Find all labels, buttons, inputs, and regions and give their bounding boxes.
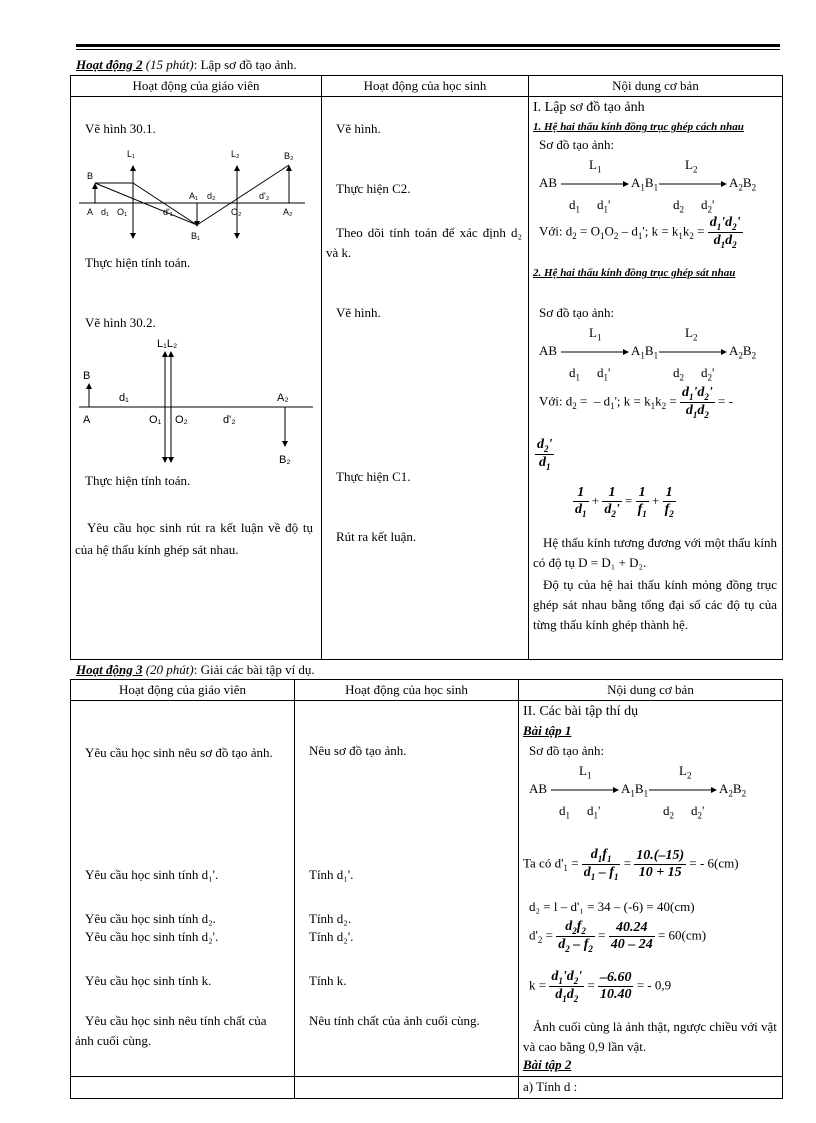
student-follow: Theo dõi tính toán để xác định d₂ và k. (326, 225, 522, 260)
content-cell (529, 97, 783, 660)
student-item: Nêu tính chất của ảnh cuối cùng. (309, 1013, 480, 1028)
col-header-content: Nội dung cơ bản (529, 76, 783, 97)
svg-text:d'₂: d'₂ (259, 191, 270, 201)
svg-text:d₂: d₂ (207, 191, 216, 201)
content-final: Ảnh cuối cùng là ảnh thật, ngược chiều với vật và cao bằng 0,9 lần vật. (523, 1019, 777, 1054)
svg-text:L₂: L₂ (231, 149, 240, 159)
content-formula1: Với: $d_2 = O_1O_2 - d_1'$; $k = k_1k_2$ = $\frac{d_1'd_2'}{d_1d_2}$ (539, 215, 741, 250)
top-rule-thin (76, 49, 780, 50)
student-item: Tính d₂'. (309, 929, 354, 944)
teacher-draw2: Vẽ hình 30.2. (85, 315, 156, 330)
content-heading: I. Lập sơ đồ tạo ảnh (533, 100, 645, 115)
diagram-1: $L_1$ $L_2$ AB $A_1B_1$ $A_2B_2$ $d_1$ $d_1'$ $d_2$ $d_2'$ (539, 157, 757, 215)
diagram-2: $L_1$ $L_2$ AB $A_1B_1$ $A_2B_2$ $d_1$ $d_1'$ $d_2$ $d_2'$ (539, 325, 757, 383)
teacher-ask: Yêu cầu học sinh rút ra kết luận về độ tụ của hệ thấu kính ghép sát nhau. (75, 520, 313, 557)
svg-text:B₁: B₁ (191, 231, 201, 241)
student-cell (295, 1077, 519, 1099)
svg-text:O₁: O₁ (149, 414, 162, 426)
svg-text:B₂: B₂ (284, 151, 294, 161)
svg-text:d'₂: d'₂ (223, 414, 236, 426)
teacher-item: Yêu cầu học sinh nêu sơ đồ tạo ảnh. (85, 745, 273, 760)
svg-text:L₁: L₁ (127, 149, 136, 159)
content-focus: Độ tụ của hệ hai thấu kính mỏng đồng trục ghép sát nhau bằng tổng đại số các độ tụ của từng thấu kính ghép thành hệ. (533, 577, 777, 632)
svg-text:B₂: B₂ (279, 454, 291, 466)
svg-text:A₂: A₂ (277, 392, 289, 404)
figure-30-2 (77, 333, 317, 473)
svg-text:d'₁: d'₁ (163, 207, 173, 217)
content-sodo2: Sơ đồ tạo ảnh: (539, 305, 615, 320)
formula-d2: d₂ = l – d'₁ = 34 – (-6) = 40(cm) (529, 899, 695, 914)
teacher-calc1: Thực hiện tính toán. (85, 255, 191, 270)
col-header-teacher: Hoạt động của giáo viên (71, 680, 295, 701)
exercise1-title: Bài tập 1 (523, 723, 572, 738)
student-cell (322, 97, 529, 660)
fig1-label-B: B (87, 171, 94, 181)
formula-k: k = $\frac{d_1'd_2'}{d_1d_2}$ = $\frac{-6.60}{10.40}$ = - 0,9 (529, 969, 672, 1004)
teacher-item: Yêu cầu học sinh tính d₂'. (85, 929, 219, 944)
svg-text:A: A (87, 207, 94, 217)
student-conclude: Rút ra kết luận. (336, 529, 417, 544)
teacher-draw1: Vẽ hình 30.1. (85, 121, 156, 136)
figure-30-1 (77, 137, 307, 242)
student-draw1: Vẽ hình. (336, 121, 381, 136)
content-lens-formula: $\frac{1}{d_1}$ + $\frac{1}{d_2'}$ = $\frac{1}{f_1}$ + $\frac{1}{f_2}$ (575, 485, 674, 519)
content-formula2b: $\frac{d_2'}{d_1}$ (537, 437, 553, 472)
teacher-item: Yêu cầu học sinh tính d₂. (85, 911, 216, 926)
svg-text:d₁: d₁ (119, 392, 129, 404)
svg-text:L₁L₂: L₁L₂ (157, 338, 178, 350)
svg-text:B: B (83, 370, 91, 382)
section2-title: Hoạt động 3 (20 phút): Giải các bài tập ví dụ. (76, 662, 315, 677)
content-sub1: 1. Hệ hai thấu kính đồng trục ghép cách nhau (533, 121, 744, 133)
col-header-student: Hoạt động của học sinh (322, 76, 529, 97)
section1-title: Hoạt động 2 (15 phút): Lập sơ đồ tạo ảnh. (76, 57, 297, 72)
student-c2: Thực hiện C2. (336, 181, 411, 196)
svg-text:O₁: O₁ (117, 207, 128, 217)
svg-text:A₂: A₂ (283, 207, 293, 217)
formula-d1prime: Ta có $d'_1$ = $\frac{d_1f_1}{d_1 - f_1}$ = $\frac{10.(-15)}{10 + 15}$ = - 6(cm) (523, 847, 739, 882)
teacher-item: Yêu cầu học sinh tính k. (85, 973, 212, 988)
student-item: Tính k. (309, 973, 347, 988)
svg-text:A: A (83, 414, 91, 426)
col-header-teacher: Hoạt động của giáo viên (71, 76, 322, 97)
activity3-table (70, 679, 783, 1099)
student-cell (295, 701, 519, 1077)
content-cell (519, 1077, 783, 1099)
col-header-content: Nội dung cơ bản (519, 680, 783, 701)
teacher-calc2: Thực hiện tính toán. (85, 473, 191, 488)
svg-text:O₂: O₂ (231, 207, 242, 217)
student-draw2: Vẽ hình. (336, 305, 381, 320)
content-sodo1: Sơ đồ tạo ảnh: (539, 137, 615, 152)
activity2-table (70, 75, 783, 660)
content-sodo: Sơ đồ tạo ảnh: (529, 743, 605, 758)
content-equiv: Hệ thấu kính tương đương với một thấu kính có độ tụ D = D₁ + D₂. (533, 535, 777, 570)
diagram-3: $L_1$ $L_2$ AB $A_1B_1$ $A_2B_2$ $d_1$ $d_1'$ $d_2$ $d_2'$ (529, 763, 747, 821)
teacher-cell (71, 701, 295, 1077)
svg-text:O₂: O₂ (175, 414, 188, 426)
student-item: Nêu sơ đồ tạo ảnh. (309, 743, 407, 758)
teacher-cell (71, 1077, 295, 1099)
svg-text:A₁: A₁ (189, 191, 199, 201)
content-cell (519, 701, 783, 1077)
content-sub2: 2. Hệ hai thấu kính đồng trục ghép sát nhau (533, 267, 736, 279)
top-rule (76, 44, 780, 47)
content-heading: II. Các bài tập thí dụ (523, 704, 639, 719)
exercise2-title: Bài tập 2 (523, 1057, 572, 1072)
col-header-student: Hoạt động của học sinh (295, 680, 519, 701)
formula-d2prime: $d'_2$ = $\frac{d_2f_2}{d_2 - f_2}$ = $\frac{40.24}{40 - 24}$ = 60(cm) (529, 919, 707, 954)
teacher-item: Yêu cầu học sinh nêu tính chất của ảnh cuối cùng. (75, 1013, 267, 1048)
teacher-item: Yêu cầu học sinh tính d₁'. (85, 867, 219, 882)
student-item: Tính d₁'. (309, 867, 354, 882)
teacher-cell (71, 97, 322, 660)
content-formula2: Với: $d_2$ = – $d_1'$; $k = k_1k_2$ = $\frac{d_1'd_2'}{d_1d_2}$ = - (539, 385, 733, 420)
student-item: Tính d₂. (309, 911, 352, 926)
student-c1: Thực hiện C1. (336, 469, 411, 484)
exercise2-part-a: a) Tính d : (523, 1079, 578, 1094)
svg-text:d₁: d₁ (101, 207, 110, 217)
